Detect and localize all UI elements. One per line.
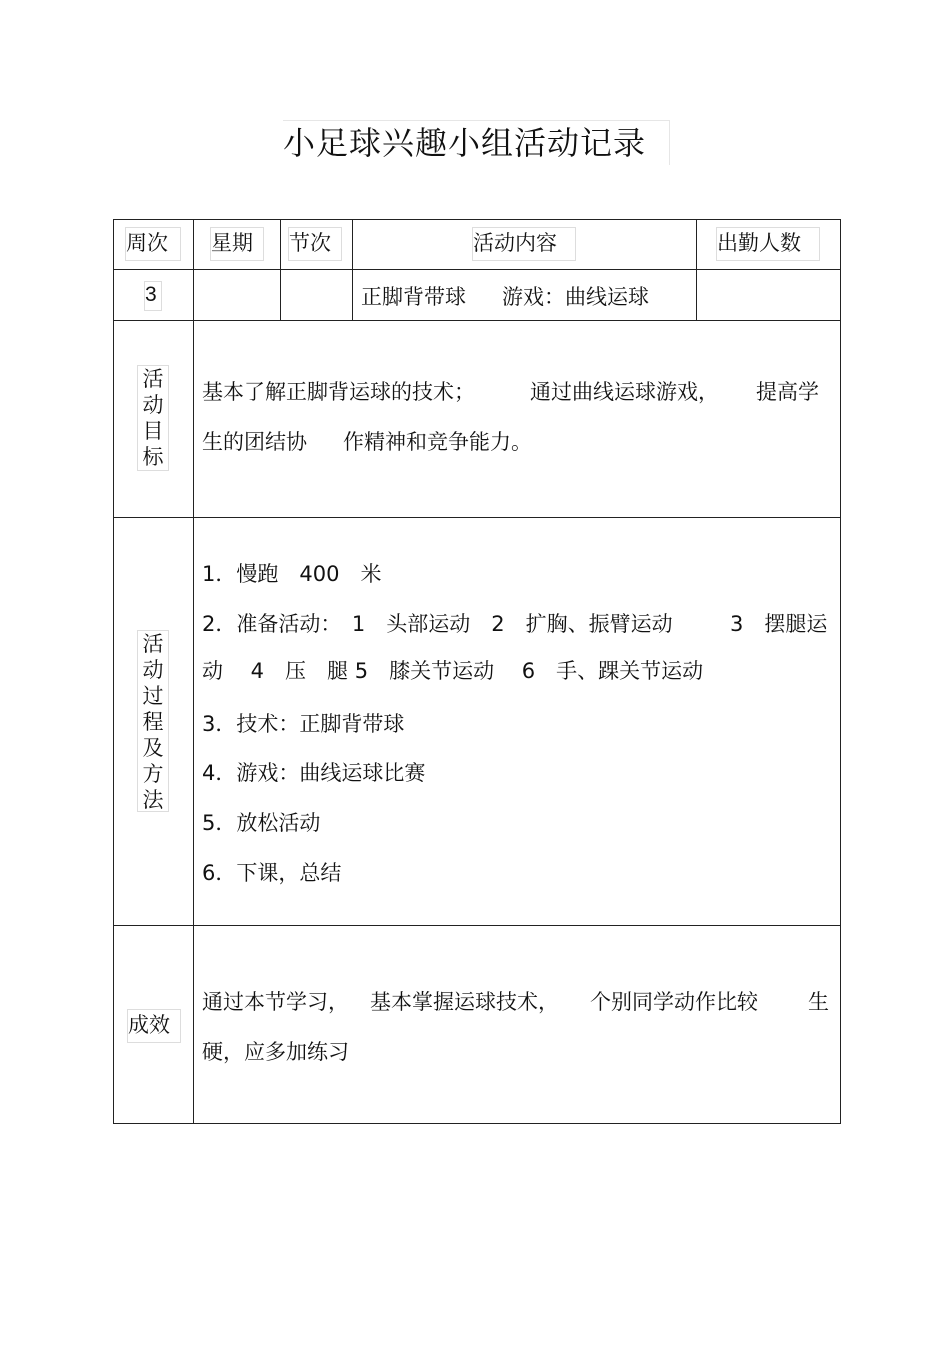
process-label: 活动过程及方法 xyxy=(137,630,169,812)
result-line2: 硬，应多加练习 xyxy=(202,1040,349,1064)
result-line1-d: 生 xyxy=(808,990,829,1014)
table-border-right xyxy=(840,219,841,1124)
record-content-part2: 游戏：曲线运球 xyxy=(502,285,649,309)
table-col-divider-1 xyxy=(193,219,194,1124)
header-week: 周次 xyxy=(125,227,181,261)
table-divider-goal xyxy=(113,517,841,518)
table-border-top xyxy=(113,219,841,220)
header-content: 活动内容 xyxy=(472,227,576,261)
process-item-2-line1-b: 3 摆腿运 xyxy=(730,612,828,636)
process-item-1: 1．慢跑 400 米 xyxy=(202,562,382,586)
header-attendance: 出勤人数 xyxy=(716,227,820,261)
goal-label: 活动目标 xyxy=(137,365,169,471)
result-line1-a: 通过本节学习， xyxy=(202,990,349,1014)
table-col-divider-3 xyxy=(352,219,353,321)
table-border-bottom xyxy=(113,1123,841,1124)
table-col-divider-2 xyxy=(280,219,281,321)
record-content-part1: 正脚背带球 xyxy=(361,285,466,309)
goal-line2-a: 生的团结协 xyxy=(202,430,307,454)
process-item-3: 3．技术：正脚背带球 xyxy=(202,712,405,736)
process-item-2-line2: 动 4 压 腿 5 膝关节运动 6 手、踝关节运动 xyxy=(202,659,704,683)
goal-line1-c: 提高学 xyxy=(756,380,819,404)
result-line1-c: 个别同学动作比较 xyxy=(590,990,758,1014)
table-col-divider-4 xyxy=(696,219,697,321)
goal-line1-a: 基本了解正脚背运球的技术； xyxy=(202,380,475,404)
header-period: 节次 xyxy=(288,227,342,261)
result-label: 成效 xyxy=(127,1009,181,1043)
process-item-5: 5．放松活动 xyxy=(202,811,321,835)
table-border-left xyxy=(113,219,114,1124)
record-week: 3 xyxy=(144,281,162,311)
header-weekday: 星期 xyxy=(210,227,264,261)
goal-line1-b: 通过曲线运球游戏， xyxy=(530,380,719,404)
page-title: 小足球兴趣小组活动记录 xyxy=(283,120,670,165)
table-divider-process xyxy=(113,925,841,926)
process-item-6: 6．下课，总结 xyxy=(202,861,342,885)
goal-line2-b: 作精神和竞争能力。 xyxy=(343,430,532,454)
table-divider-record xyxy=(113,320,841,321)
process-item-4: 4．游戏：曲线运球比赛 xyxy=(202,761,426,785)
result-line1-b: 基本掌握运球技术， xyxy=(370,990,559,1014)
process-item-2-line1-a: 2．准备活动： 1 头部运动 2 扩胸、振臂运动 xyxy=(202,612,673,636)
table-divider-header xyxy=(113,269,841,270)
